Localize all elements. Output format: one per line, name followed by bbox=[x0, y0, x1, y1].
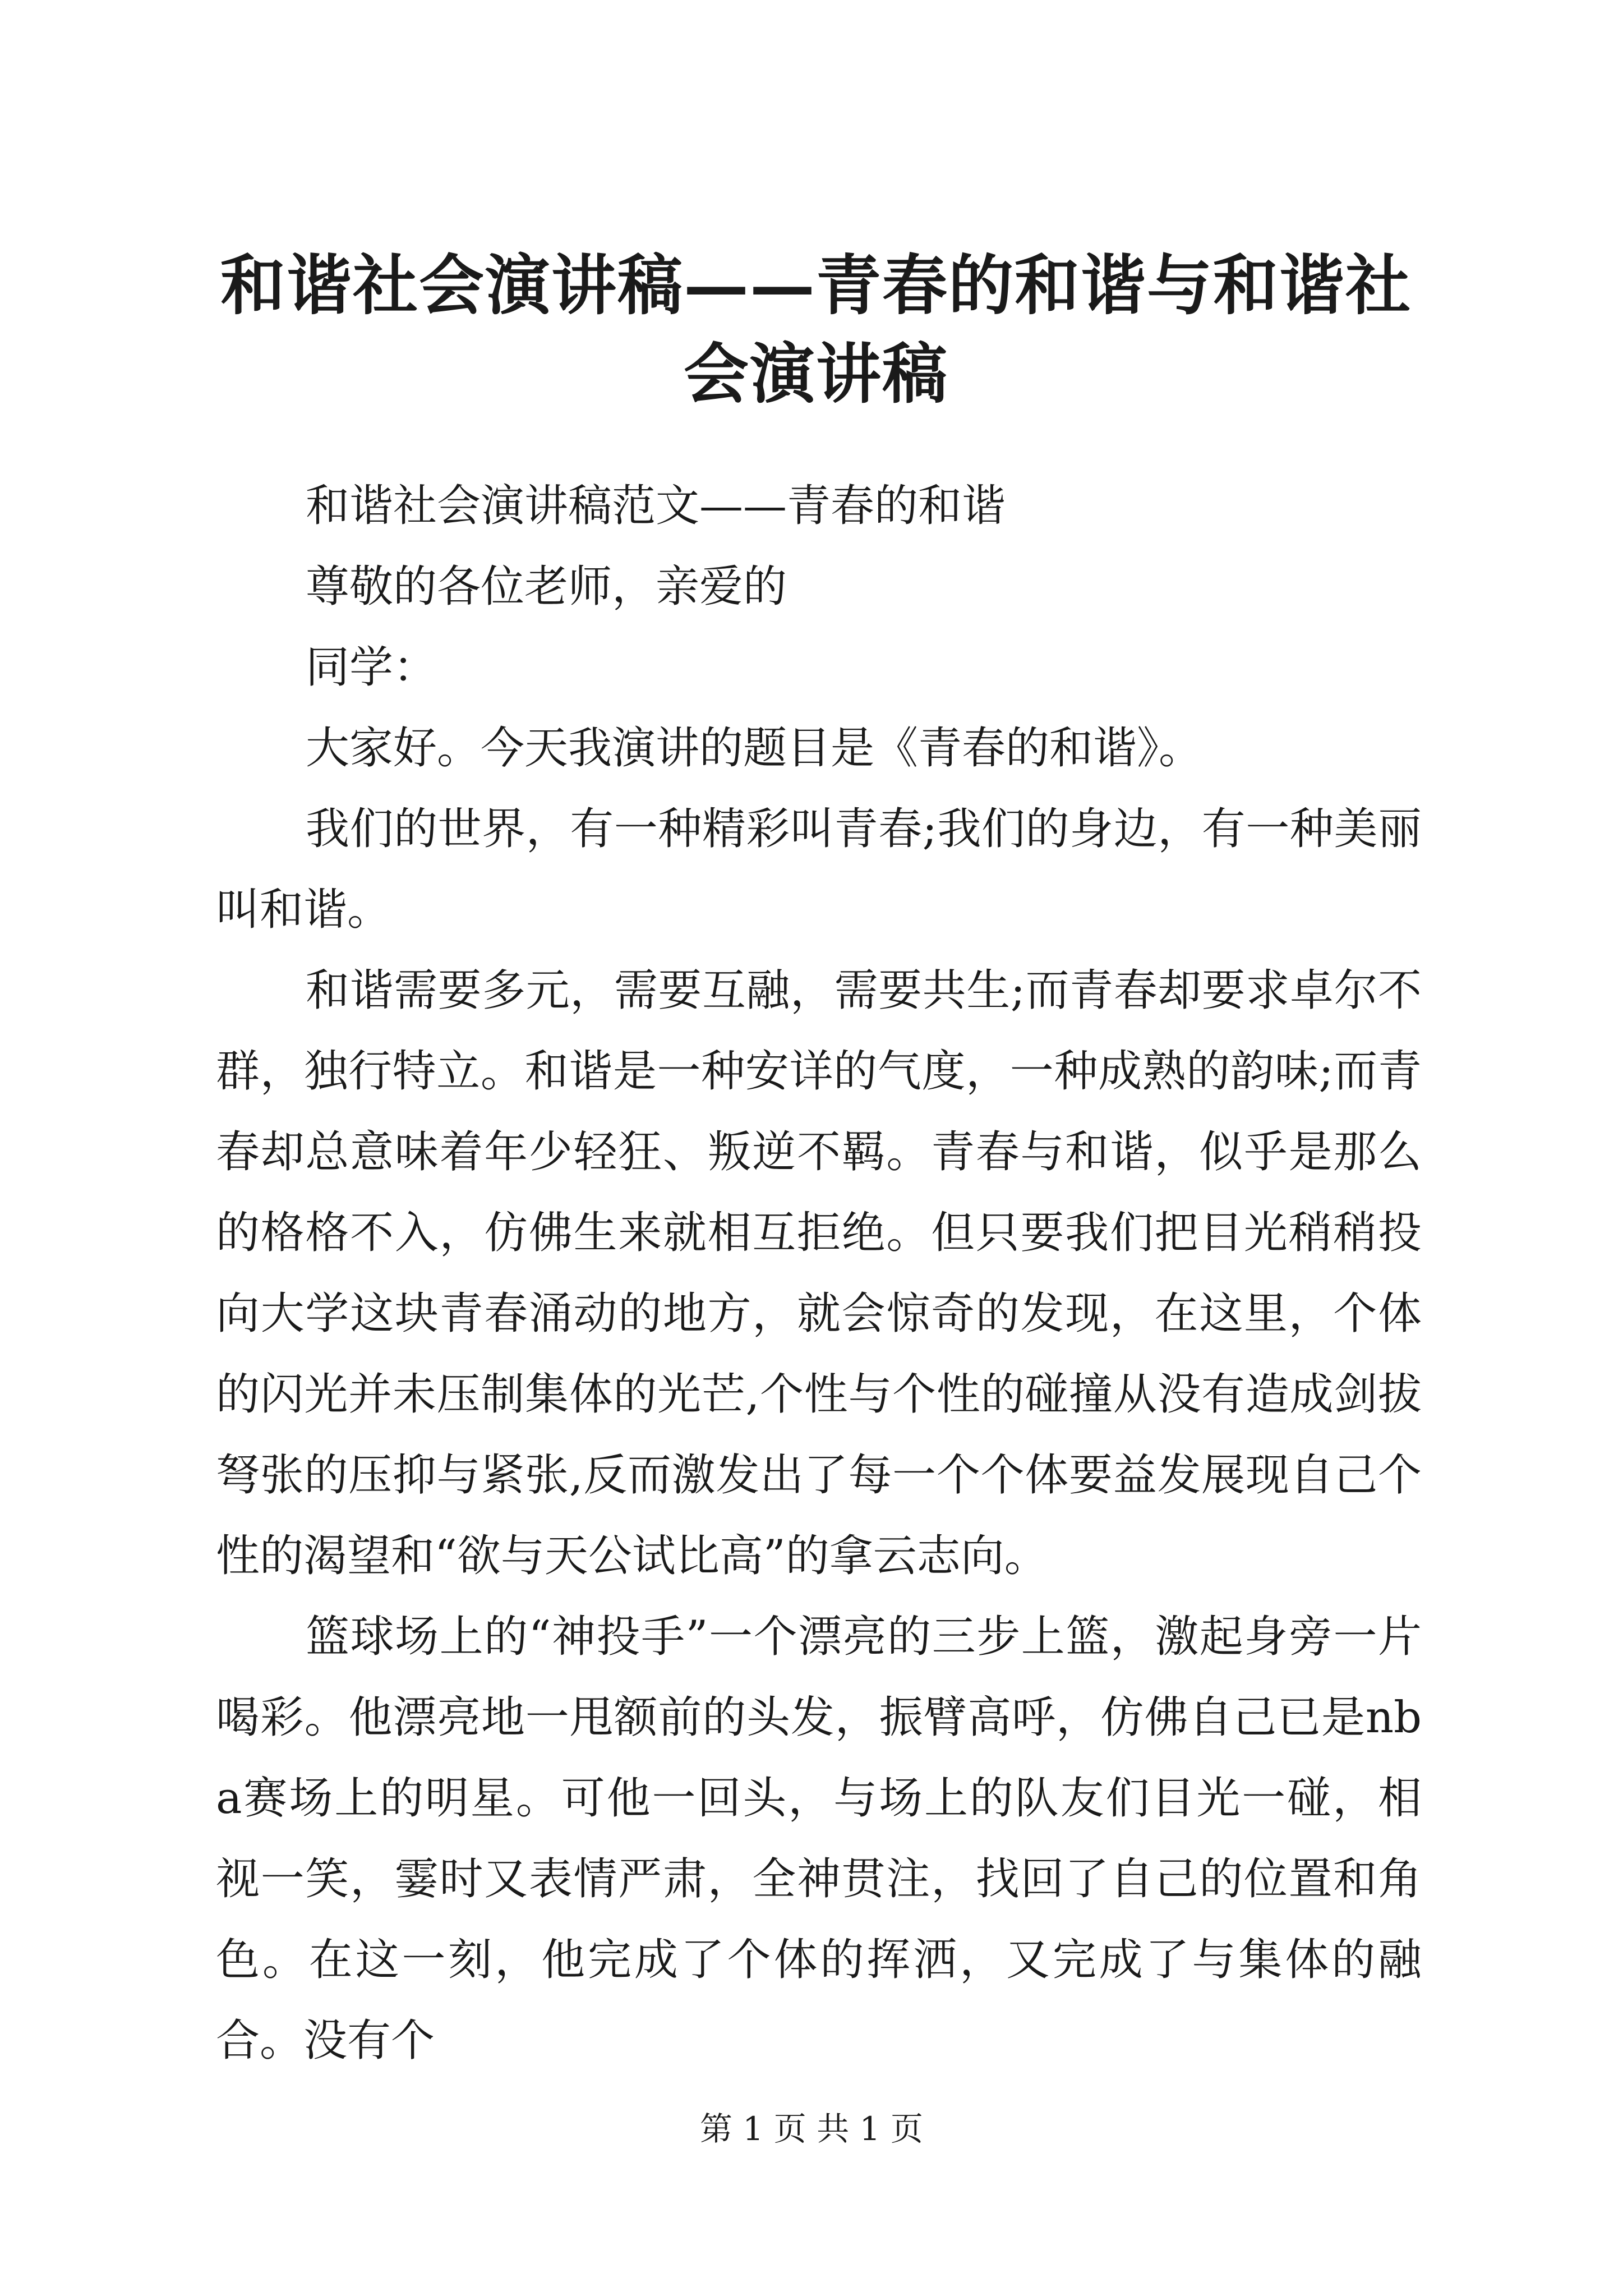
document-body bbox=[216, 466, 1422, 2081]
paragraph-salutation: 尊敬的各位老师，亲爱的 bbox=[306, 562, 787, 612]
paragraph-intro: 我们的世界，有一种精彩叫青春;我们的身边，有一种美丽叫和谐。 bbox=[216, 804, 1422, 935]
paragraph-greeting: 大家好。今天我演讲的题目是《青春的和谐》。 bbox=[306, 723, 1203, 774]
page-footer: 第 1 页 共 1 页 bbox=[700, 2110, 923, 2148]
paragraph-basketball: 篮球场上的“神投手”一个漂亮的三步上篮，激起身旁一片喝彩。他漂亮地一甩额前的头发，振臂高呼，仿佛自己已是nba赛场上的明星。可他一回头，与场上的队友们目光一碰，相视一笑，霎时又表情严肃，全神贯注，找回了自己的位置和角色。在这一刻，他完成了个体的挥洒，又完成了与集体的融合。没有个 bbox=[216, 1612, 1422, 2066]
paragraph-harmony: 和谐需要多元，需要互融，需要共生;而青春却要求卓尔不群，独行特立。和谐是一种安详的气度，一种成熟的韵味;而青春却总意味着年少轻狂、叛逆不羁。青春与和谐，似乎是那么的格格不入，仿佛生来就相互拒绝。但只要我们把目光稍稍投向大学这块青春涌动的地方，就会惊奇的发现，在这里，个体的闪光并未压制集体的光芒,个性与个性的碰撞从没有造成剑拔弩张的压抑与紧张,反而激发出了每一个个体要益发展现自己个性的渴望和“欲与天公试比高”的拿云志向。 bbox=[216, 965, 1422, 1581]
paragraph-salutation-continued: 同学： bbox=[306, 642, 437, 693]
document-title: 和谐社会演讲稿——青春的和谐与和谐社会演讲稿 bbox=[220, 247, 1412, 412]
paragraph-subtitle: 和谐社会演讲稿范文——青春的和谐 bbox=[306, 481, 1006, 531]
